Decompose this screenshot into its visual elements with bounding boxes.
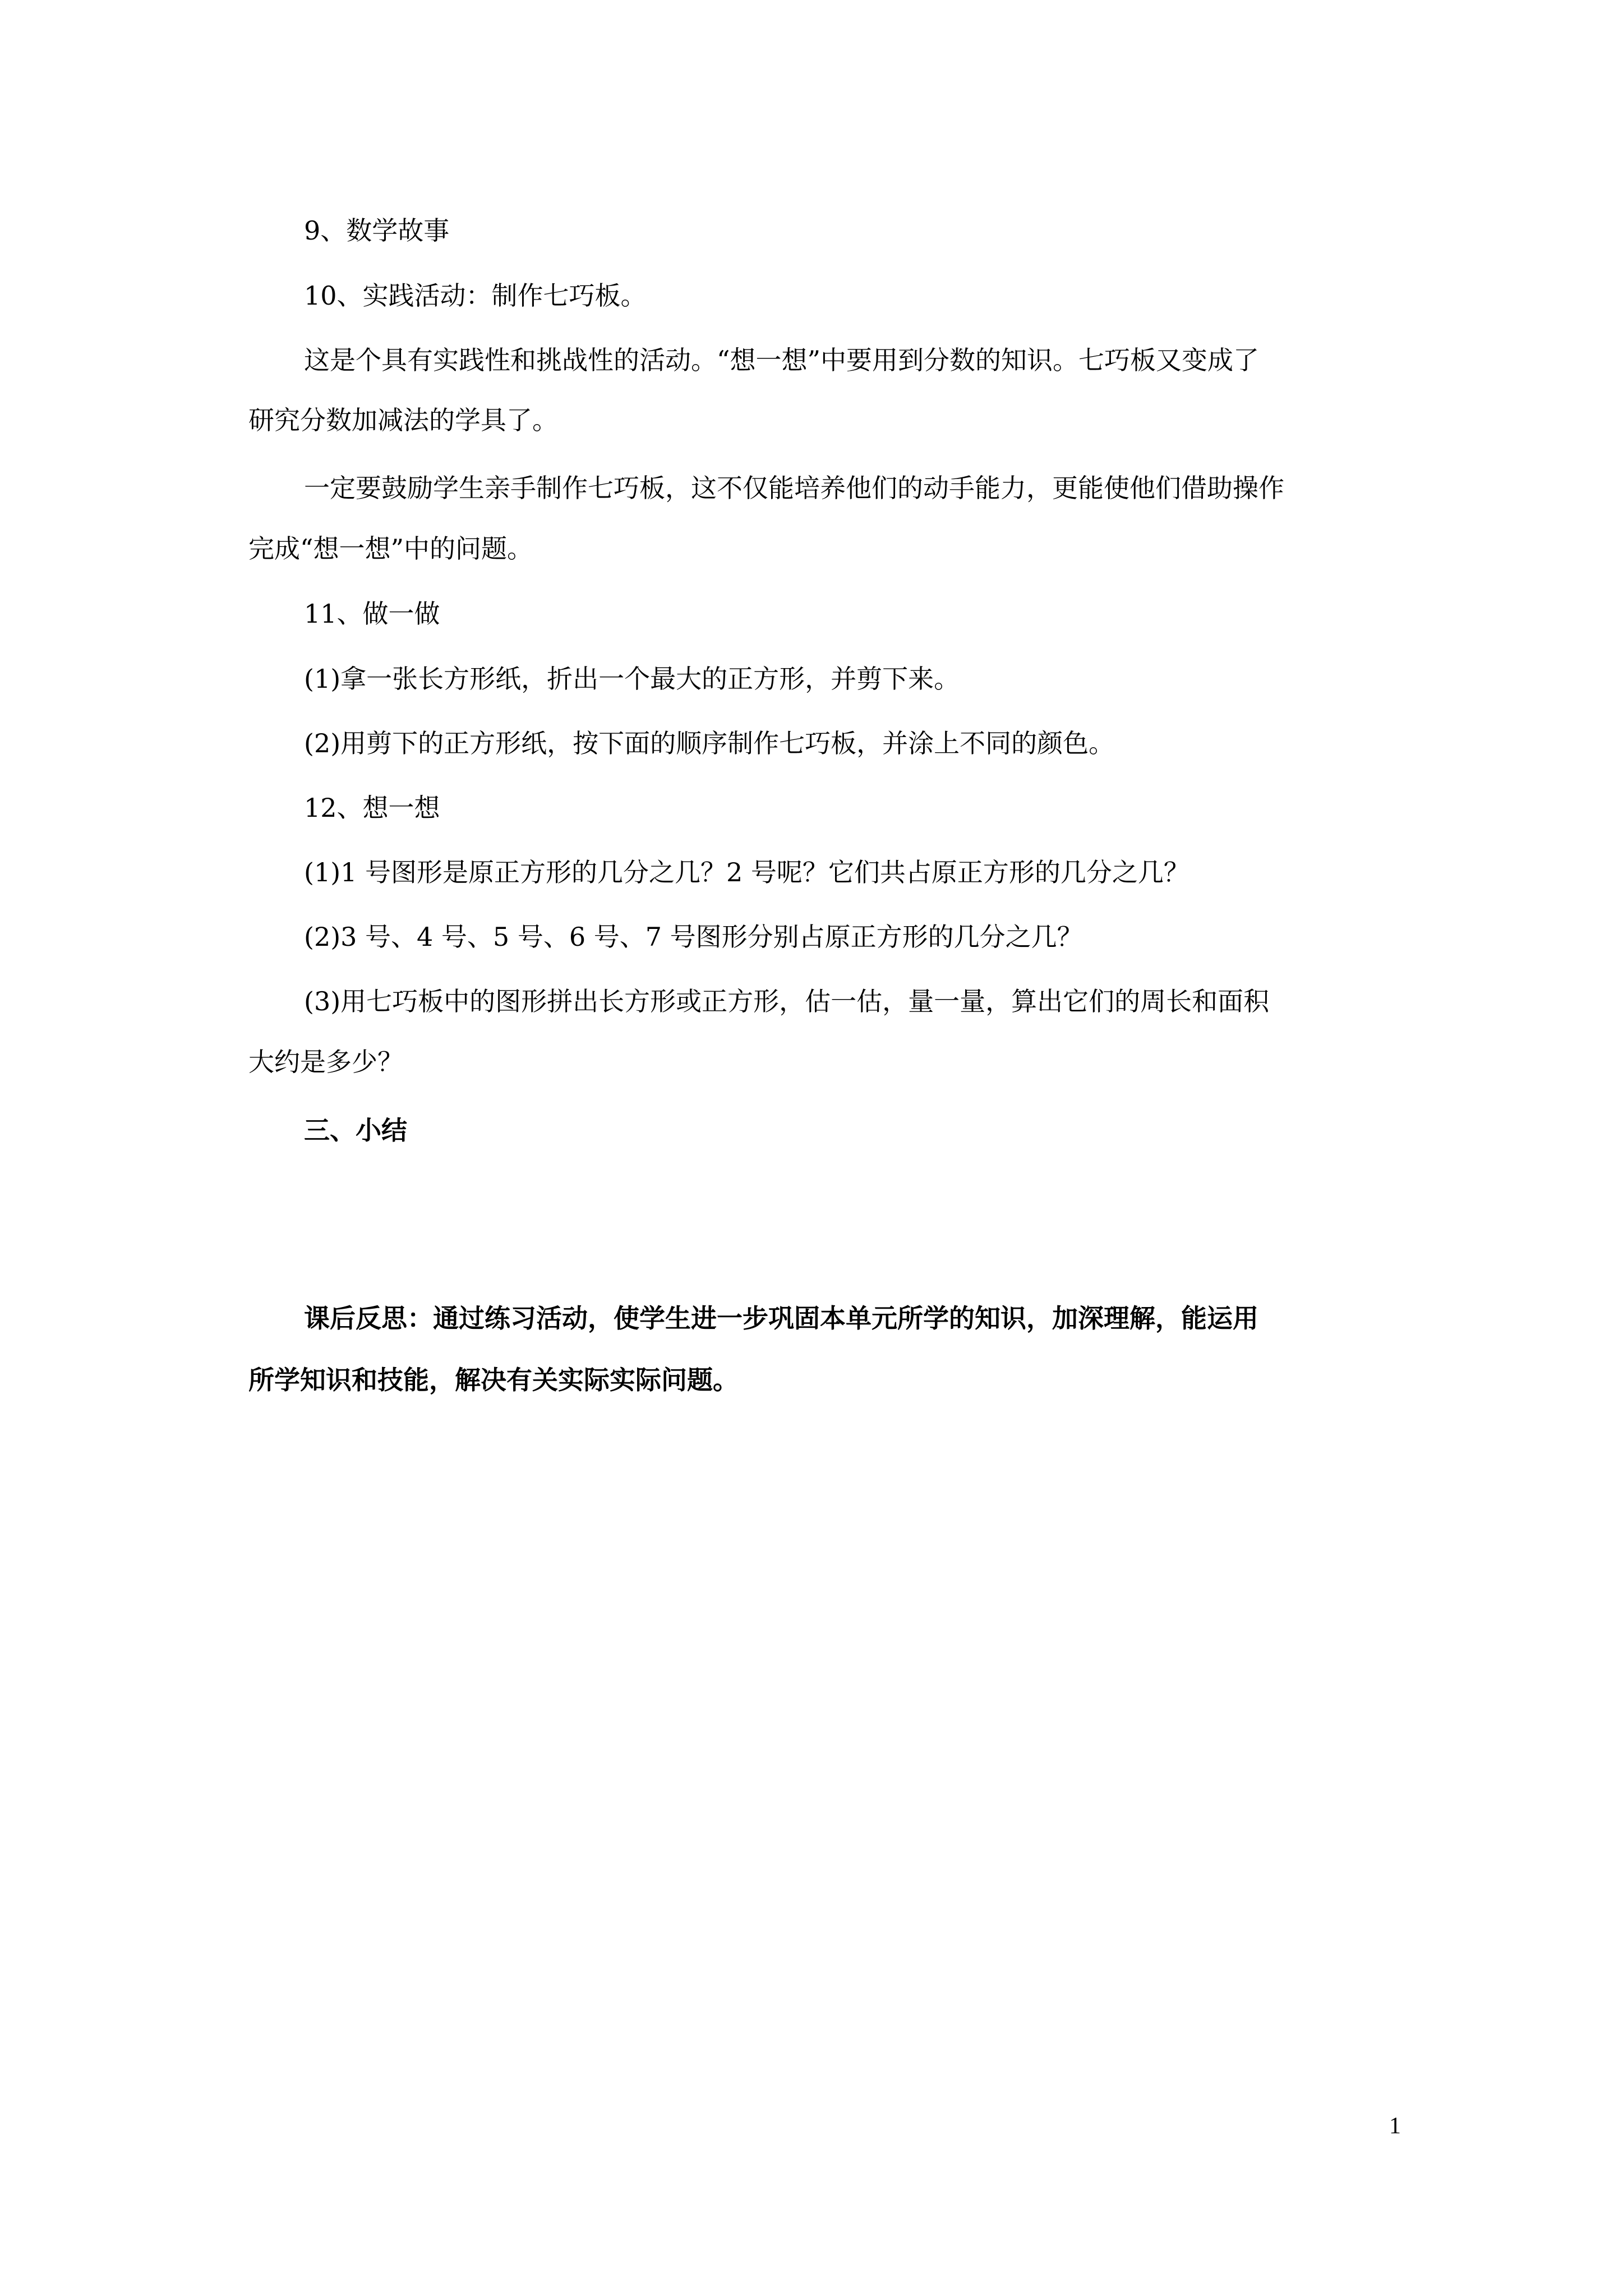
page-number: 1 <box>1389 2113 1401 2139</box>
item-12-question-3-line-1: (3)用七巧板中的图形拼出长方形或正方形，估一估，量一量，算出它们的周长和面积 <box>304 986 1270 1016</box>
paragraph-2-line-1: 一定要鼓励学生亲手制作七巧板，这不仅能培养他们的动手能力，更能使他们借助操作 <box>304 473 1284 503</box>
item-12-question-3-line-2: 大约是多少？ <box>248 1047 403 1077</box>
item-11-step-1: (1)拿一张长方形纸，折出一个最大的正方形，并剪下来。 <box>304 664 960 694</box>
paragraph-1-line-1: 这是个具有实践性和挑战性的活动。“想一想”中要用到分数的知识。七巧板又变成了 <box>304 345 1260 375</box>
paragraph-1-line-2: 研究分数加减法的学具了。 <box>248 405 558 435</box>
reflection-line-1: 课后反思：通过练习活动，使学生进一步巩固本单元所学的知识，加深理解，能运用 <box>304 1303 1258 1333</box>
reflection-line-2: 所学知识和技能，解决有关实际实际问题。 <box>248 1365 739 1395</box>
item-10-heading: 10、实践活动：制作七巧板。 <box>304 280 647 311</box>
section-summary-heading: 三、小结 <box>304 1115 407 1145</box>
item-12-question-1: (1)1 号图形是原正方形的几分之几？2 号呢？它们共占原正方形的几分之几？ <box>304 857 1189 887</box>
paragraph-2-line-2: 完成“想一想”中的问题。 <box>248 533 533 564</box>
item-11-heading: 11、做一做 <box>304 599 440 629</box>
item-9-heading: 9、数学故事 <box>304 215 450 246</box>
item-11-step-2: (2)用剪下的正方形纸，按下面的顺序制作七巧板，并涂上不同的颜色。 <box>304 728 1115 758</box>
item-12-question-2: (2)3 号、4 号、5 号、6 号、7 号图形分别占原正方形的几分之几？ <box>304 922 1083 952</box>
item-12-heading: 12、想一想 <box>304 793 440 823</box>
